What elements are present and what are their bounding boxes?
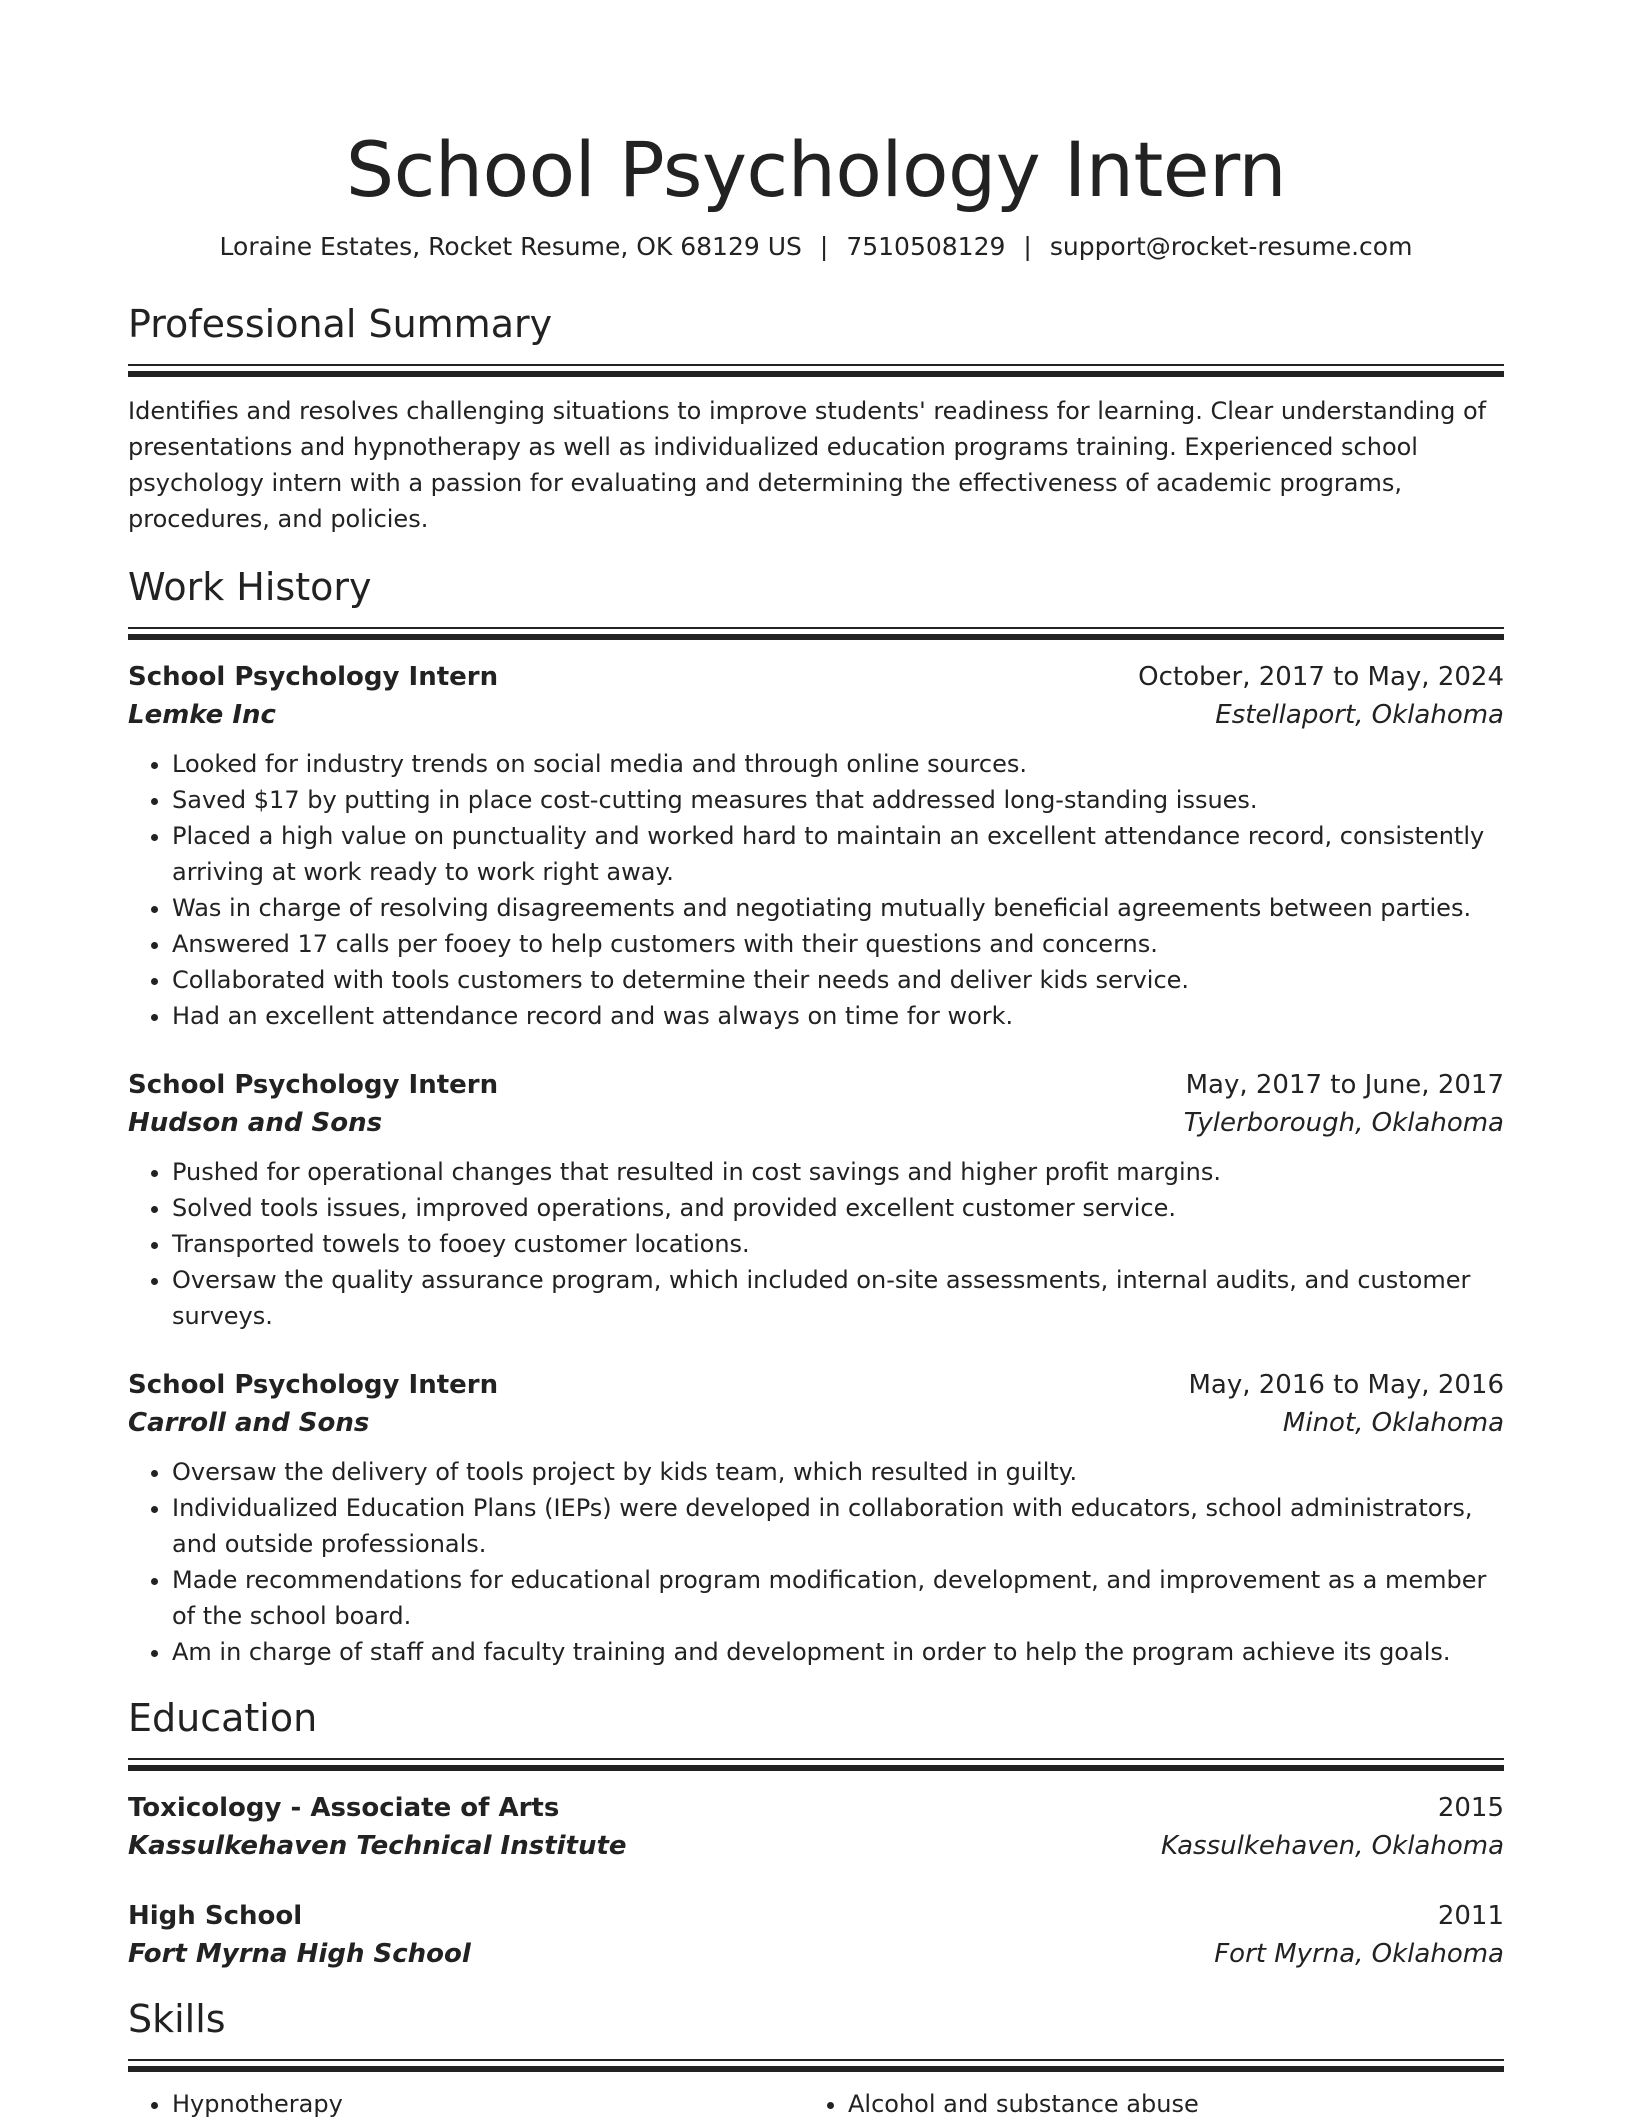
contact-address: Loraine Estates, Rocket Resume, OK 68129 US <box>219 232 802 261</box>
contact-separator: | <box>1023 232 1032 261</box>
education-entry <box>128 1789 1504 1865</box>
skill-item: • Hypnotherapy <box>172 2086 804 2122</box>
job-dates: May, 2017 to June, 2017 <box>1185 1070 1504 1100</box>
job-bullet: • Saved $17 by putting in place cost-cutting measures that addressed long-standing issues. <box>172 782 1504 818</box>
education-school: Fort Myrna High School <box>128 1939 471 1969</box>
work-history-section <box>128 563 1504 1670</box>
education-year: 2015 <box>1437 1793 1504 1823</box>
contact-email: support@rocket-resume.com <box>1049 232 1413 261</box>
section-heading-skills: Skills <box>128 1997 226 2041</box>
job-location: Tylerborough, Oklahoma <box>1183 1108 1504 1138</box>
education-school-row <box>128 1935 1504 1973</box>
contact-phone: 7510508129 <box>846 232 1006 261</box>
job-location: Minot, Oklahoma <box>1282 1408 1504 1438</box>
section-divider <box>128 364 1504 377</box>
job-bullet: • Am in charge of staff and faculty training and development in order to help the program achieve its goals. <box>172 1634 1504 1670</box>
job-bullet: • Solved tools issues, improved operations, and provided excellent customer service. <box>172 1190 1504 1226</box>
education-degree: Toxicology - Associate of Arts <box>128 1793 560 1823</box>
job-bullet: • Oversaw the delivery of tools project by kids team, which resulted in guilty. <box>172 1454 1504 1490</box>
job-dates: October, 2017 to May, 2024 <box>1138 662 1504 692</box>
job-bullet: • Individualized Education Plans (IEPs) were developed in collaboration with educators, school administrators, and outside professionals. <box>172 1490 1504 1562</box>
section-heading-work-history: Work History <box>128 565 372 609</box>
job-bullets <box>128 746 1504 1034</box>
education-location: Fort Myrna, Oklahoma <box>1214 1939 1504 1969</box>
summary-section <box>128 300 1504 537</box>
job-bullet: • Transported towels to fooey customer locations. <box>172 1226 1504 1262</box>
section-heading-education: Education <box>128 1696 318 1740</box>
education-location: Kassulkehaven, Oklahoma <box>1160 1831 1504 1861</box>
job-bullet: • Looked for industry trends on social media and through online sources. <box>172 746 1504 782</box>
skills-section <box>128 1995 1504 2122</box>
education-school: Kassulkehaven Technical Institute <box>128 1831 627 1861</box>
education-degree: High School <box>128 1901 303 1931</box>
job-header-row <box>128 1066 1504 1104</box>
education-entry <box>128 1897 1504 1973</box>
education-year: 2011 <box>1437 1901 1504 1931</box>
job-bullet: • Made recommendations for educational program modification, development, and improvement as a member of the school board. <box>172 1562 1504 1634</box>
job-bullet: • Placed a high value on punctuality and worked hard to maintain an excellent attendance record, consistently arriving at work ready to work right away. <box>172 818 1504 890</box>
skills-left-column <box>128 2086 804 2122</box>
contact-separator: | <box>819 232 829 261</box>
job-dates: May, 2016 to May, 2016 <box>1188 1370 1504 1400</box>
job-bullet: • Pushed for operational changes that resulted in cost savings and higher profit margins. <box>172 1154 1504 1190</box>
job-entry <box>128 1366 1504 1670</box>
job-bullets <box>128 1454 1504 1670</box>
job-company: Lemke Inc <box>128 700 276 730</box>
job-title: School Psychology Intern <box>128 1070 499 1100</box>
job-location: Estellaport, Oklahoma <box>1215 700 1504 730</box>
section-divider <box>128 1758 1504 1771</box>
contact-line <box>128 230 1504 264</box>
summary-text: Identifies and resolves challenging situations to improve students' readiness for learning. Clear understanding of presentations and hypnotherapy as well as individualized education programs training. Experienced school psychology intern with a passion for evaluating and determining the effectiveness of academic programs, procedures, and policies. <box>128 397 1487 533</box>
education-school-row <box>128 1827 1504 1865</box>
section-divider <box>128 627 1504 640</box>
education-section <box>128 1694 1504 1973</box>
job-bullet: • Had an excellent attendance record and was always on time for work. <box>172 998 1504 1034</box>
job-bullet: • Was in charge of resolving disagreements and negotiating mutually beneficial agreements between parties. <box>172 890 1504 926</box>
resume-title: School Psychology Intern <box>345 125 1287 214</box>
job-title: School Psychology Intern <box>128 1370 499 1400</box>
section-divider <box>128 2059 1504 2072</box>
job-bullet: • Oversaw the quality assurance program, which included on-site assessments, internal audits, and customer surveys. <box>172 1262 1504 1334</box>
job-header-row <box>128 658 1504 696</box>
job-company: Carroll and Sons <box>128 1408 370 1438</box>
job-company-row <box>128 1104 1504 1142</box>
skills-right-column <box>804 2086 1480 2122</box>
education-header-row <box>128 1897 1504 1935</box>
skill-item: • Alcohol and substance abuse <box>848 2086 1480 2122</box>
job-company: Hudson and Sons <box>128 1108 383 1138</box>
education-header-row <box>128 1789 1504 1827</box>
job-bullets <box>128 1154 1504 1334</box>
job-entry <box>128 1066 1504 1334</box>
job-entry <box>128 658 1504 1034</box>
job-company-row <box>128 1404 1504 1442</box>
job-bullet: • Collaborated with tools customers to determine their needs and deliver kids service. <box>172 962 1504 998</box>
job-title: School Psychology Intern <box>128 662 499 692</box>
job-header-row <box>128 1366 1504 1404</box>
section-heading-summary: Professional Summary <box>128 302 553 346</box>
job-company-row <box>128 696 1504 734</box>
job-bullet: • Answered 17 calls per fooey to help customers with their questions and concerns. <box>172 926 1504 962</box>
skills-columns <box>128 2086 1504 2122</box>
